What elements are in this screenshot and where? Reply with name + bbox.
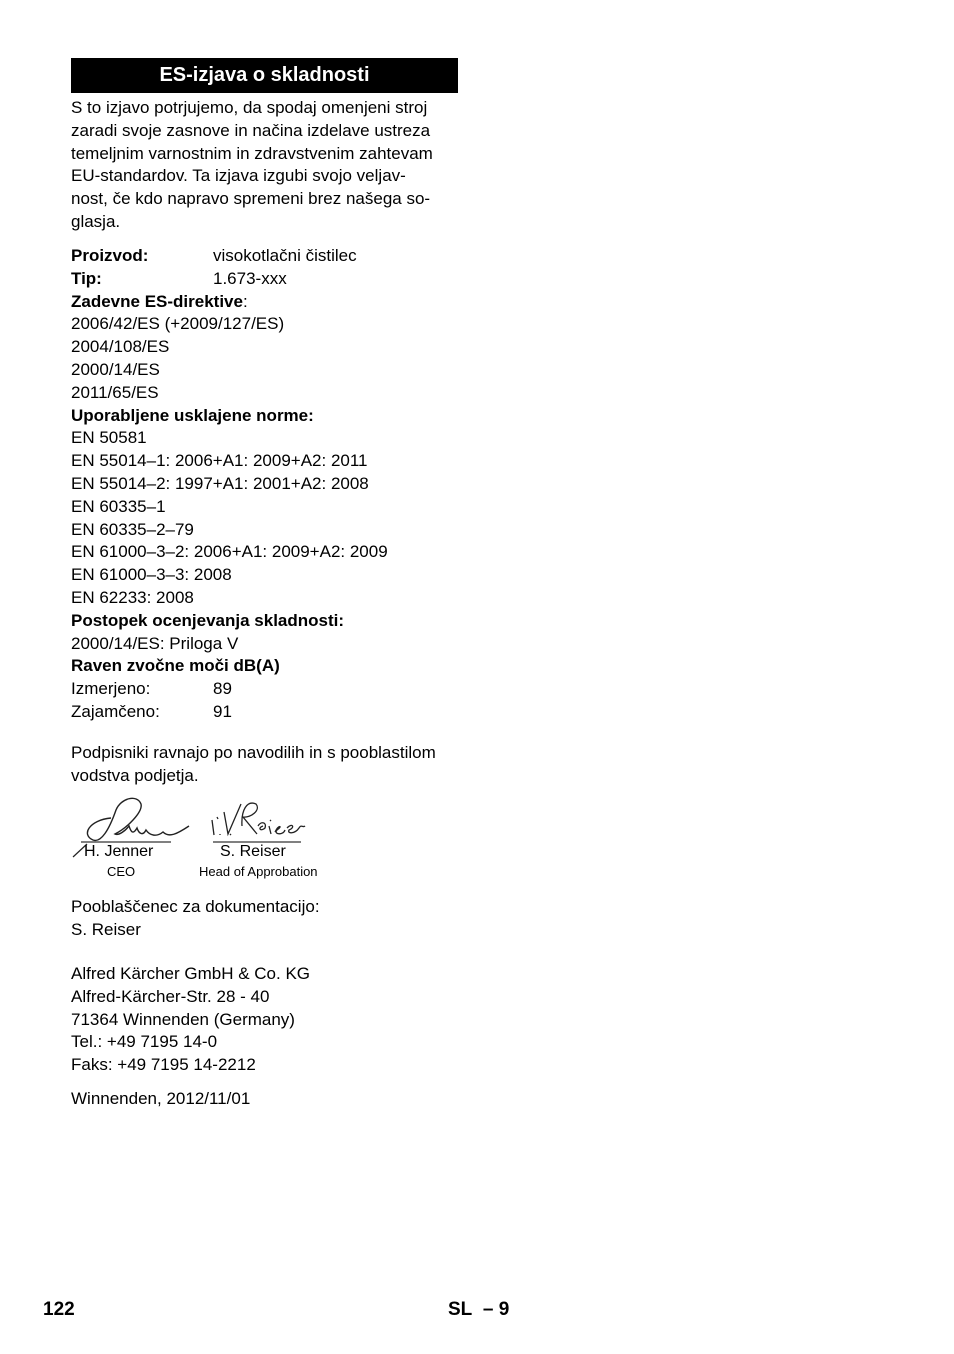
signer-name: S. Reiser: [220, 843, 286, 860]
norm-item: EN 60335–2–79: [71, 519, 194, 539]
procedure-heading: Postopek ocenjevanja skladnosti:: [71, 610, 345, 630]
norm-item: EN 55014–2: 1997+A1: 2001+A2: 2008: [71, 473, 369, 493]
signature-block: [71, 790, 371, 885]
address-line: Alfred Kärcher GmbH & Co. KG: [71, 964, 311, 983]
doc-rep-name: S. Reiser: [71, 919, 141, 939]
signer-role: CEO: [107, 864, 136, 879]
documentation-representative: [71, 896, 463, 942]
signer-name: H. Jenner: [84, 843, 154, 860]
jenner-signature: [87, 798, 189, 840]
directives-label: Zadevne ES-direktive: [71, 291, 243, 311]
intro-line: glasja.: [71, 211, 121, 231]
page-title: ES-izjava o skladnosti: [71, 58, 458, 93]
company-address: [71, 963, 463, 1077]
signers-note-line: vodstva podjetja.: [71, 765, 199, 785]
type-value: 1.673-xxx: [213, 268, 287, 288]
norm-item: EN 55014–1: 2006+A1: 2009+A2: 2011: [71, 451, 368, 471]
directive-item: 2000/14/ES: [71, 359, 160, 379]
product-value: visokotlačni čistilec: [213, 246, 357, 265]
directive-item: 2006/42/ES (+2009/127/ES): [71, 314, 285, 334]
norms-heading: Uporabljene usklajene norme:: [71, 405, 314, 425]
directives-heading: [71, 291, 463, 314]
doc-rep-label: Pooblaščenec za dokumentacijo:: [71, 897, 320, 916]
section-page: – 9: [482, 1299, 510, 1320]
type-label: Tip:: [71, 268, 102, 288]
norm-item: EN 61000–3–3: 2008: [71, 565, 232, 585]
footer-section: [448, 1299, 509, 1321]
section-code: SL: [448, 1299, 473, 1320]
page-number: 122: [43, 1299, 75, 1320]
address-line: Alfred-Kärcher-Str. 28 - 40: [71, 986, 270, 1006]
reiser-signature: [212, 803, 305, 835]
directive-item: 2011/65/ES: [71, 382, 159, 402]
intro-line: zaradi svoje zasnove in načina izdelave ustreza: [71, 120, 431, 140]
procedure-value: 2000/14/ES: Priloga V: [71, 633, 239, 653]
norm-item: EN 60335–1: [71, 496, 166, 516]
guaranteed-label: Zajamčeno:: [71, 701, 160, 721]
guaranteed-value: 91: [213, 701, 232, 721]
intro-paragraph: [71, 97, 463, 234]
intro-line: nost, če kdo napravo spremeni brez našega so-: [71, 189, 431, 209]
guaranteed-row: [71, 701, 463, 724]
product-row: [71, 245, 463, 268]
address-line: 71364 Winnenden (Germany): [71, 1009, 295, 1029]
signer-role: Head of Approbation: [199, 864, 318, 879]
intro-line: S to izjavo potrjujemo, da spodaj omenjeni stroj: [71, 98, 428, 117]
signers-note: [71, 742, 463, 788]
address-line: Faks: +49 7195 14-2212: [71, 1055, 256, 1075]
sound-heading: Raven zvočne moči dB(A): [71, 656, 280, 676]
norm-item: EN 62233: 2008: [71, 587, 194, 607]
measured-row: [71, 678, 463, 701]
norm-item: EN 61000–3–2: 2006+A1: 2009+A2: 2009: [71, 542, 388, 562]
measured-value: 89: [213, 679, 232, 699]
norm-item: EN 50581: [71, 428, 147, 448]
intro-line: EU-standardov. Ta izjava izgubi svojo veljav-: [71, 166, 406, 186]
signers-note-line: Podpisniki ravnajo po navodilih in s pooblastilom: [71, 743, 436, 762]
directive-item: 2004/108/ES: [71, 337, 170, 357]
place-date: Winnenden, 2012/11/01: [71, 1089, 251, 1108]
directives-colon: :: [242, 291, 248, 311]
address-line: Tel.: +49 7195 14-0: [71, 1032, 218, 1052]
specifications: [71, 245, 463, 724]
measured-label: Izmerjeno:: [71, 679, 151, 699]
type-row: [71, 268, 463, 291]
intro-line: temeljnim varnostnim in zdravstvenim zahtevam: [71, 143, 433, 163]
product-label: Proizvod:: [71, 246, 149, 265]
